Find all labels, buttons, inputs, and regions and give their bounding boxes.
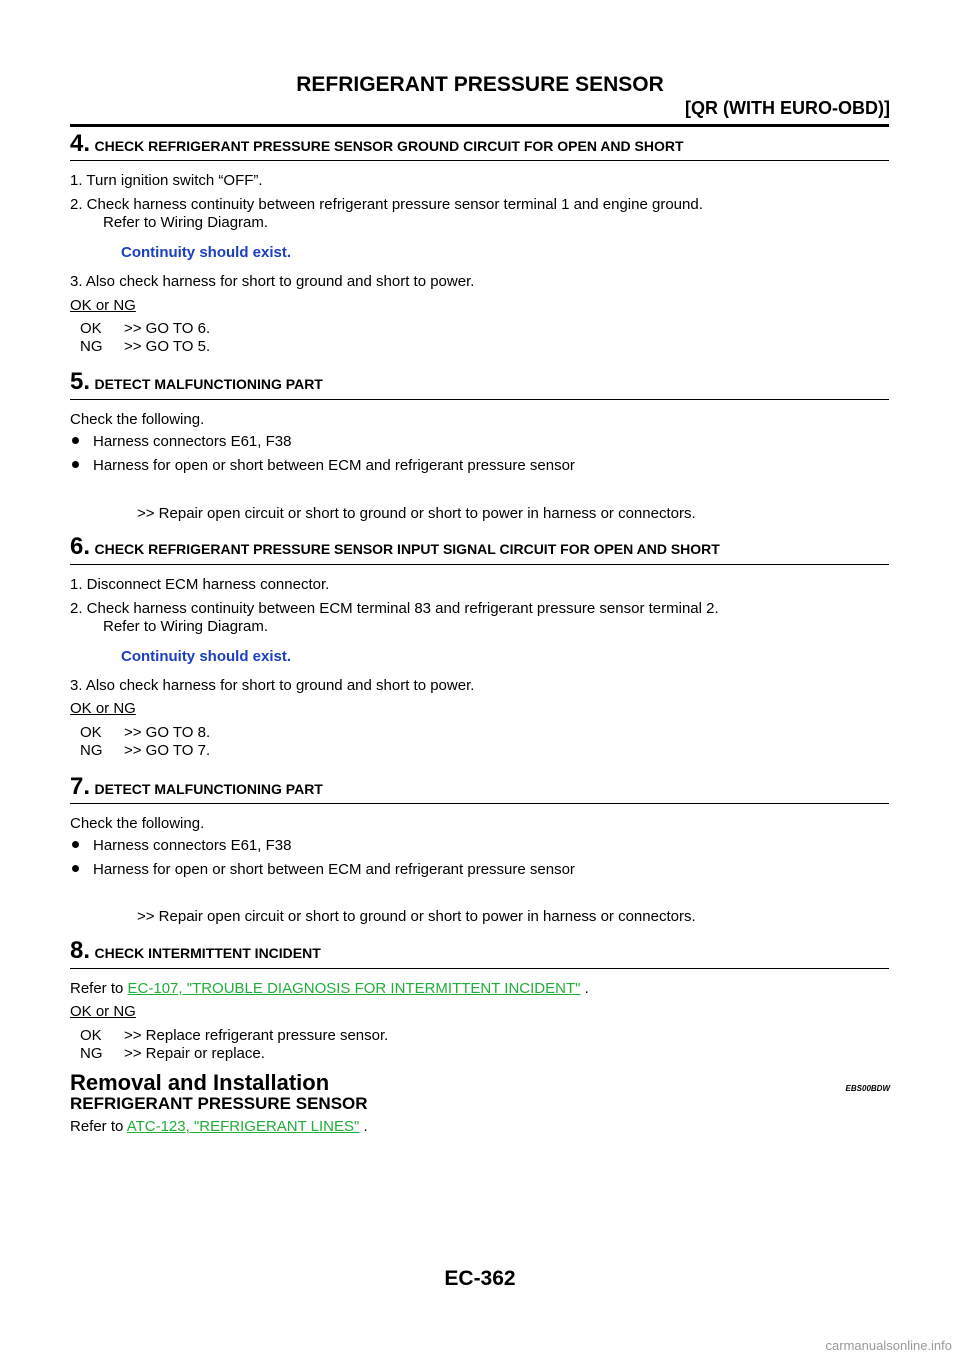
step-number: 4. [70, 130, 91, 157]
step-divider [70, 968, 889, 969]
step-title: CHECK REFRIGERANT PRESSURE SENSOR GROUND CIRCUIT FOR OPEN AND SHORT [94, 138, 684, 154]
step-divider [70, 399, 889, 400]
bullet-icon [72, 841, 79, 848]
result-ok: OK >> GO TO 8. [80, 724, 211, 741]
spec-text: Continuity should exist. [121, 244, 292, 261]
watermark: carmanualsonline.info [825, 1338, 952, 1353]
step-divider [70, 160, 889, 161]
header-divider [70, 124, 889, 127]
action-text: >> Repair open circuit or short to ground or short to power in harness or connectors. [137, 908, 696, 925]
step-number: 8. [70, 937, 91, 964]
page-subtitle: [QR (WITH EURO-OBD)] [685, 98, 890, 118]
spec-text: Continuity should exist. [121, 648, 292, 665]
step-title: DETECT MALFUNCTIONING PART [94, 376, 323, 392]
instruction-line: 3. Also check harness for short to ground and short to power. [70, 677, 475, 694]
step-divider [70, 564, 889, 565]
section-title: Removal and Installation [70, 1070, 330, 1095]
section-code: EBS00BDW [845, 1084, 890, 1093]
bullet-item: Harness connectors E61, F38 [72, 837, 291, 855]
page-number: EC-362 [444, 1267, 516, 1290]
result-ok: OK >> Replace refrigerant pressure sensor. [80, 1027, 389, 1044]
step-6-heading [70, 533, 720, 561]
refer-line: Refer to ATC-123, "REFRIGERANT LINES" . [70, 1118, 368, 1135]
step-5-heading [70, 368, 323, 396]
instruction-line: 1. Disconnect ECM harness connector. [70, 576, 330, 593]
bullet-item: Harness for open or short between ECM and refrigerant pressure sensor [72, 457, 575, 475]
step-number: 5. [70, 368, 91, 395]
instruction-line: Check the following. [70, 815, 205, 832]
step-number: 7. [70, 773, 91, 800]
step-4-heading [70, 130, 684, 158]
result-ng: NG >> Repair or replace. [80, 1045, 265, 1062]
instruction-line: Refer to Wiring Diagram. [103, 618, 269, 635]
instruction-line: 2. Check harness continuity between ECM terminal 83 and refrigerant pressure sensor terminal 2. [70, 600, 719, 617]
step-number: 6. [70, 533, 91, 560]
action-text: >> Repair open circuit or short to ground or short to power in harness or connectors. [137, 505, 696, 522]
bullet-icon [72, 865, 79, 872]
bullet-icon [72, 437, 79, 444]
instruction-line: Check the following. [70, 411, 205, 428]
section-subtitle: REFRIGERANT PRESSURE SENSOR [70, 1094, 368, 1113]
instruction-line: 2. Check harness continuity between refrigerant pressure sensor terminal 1 and engine ground. [70, 196, 703, 213]
reference-link[interactable]: ATC-123, "REFRIGERANT LINES" [126, 1118, 360, 1135]
bullet-icon [72, 461, 79, 468]
result-ng: NG >> GO TO 5. [80, 338, 211, 355]
page-title: REFRIGERANT PRESSURE SENSOR [296, 73, 664, 96]
step-8-heading [70, 937, 321, 965]
step-title: CHECK REFRIGERANT PRESSURE SENSOR INPUT SIGNAL CIRCUIT FOR OPEN AND SHORT [94, 541, 720, 557]
step-7-heading [70, 773, 323, 801]
bullet-item: Harness for open or short between ECM and refrigerant pressure sensor [72, 861, 575, 879]
step-title: DETECT MALFUNCTIONING PART [94, 781, 323, 797]
result-ok: OK >> GO TO 6. [80, 320, 211, 337]
instruction-line: Refer to Wiring Diagram. [103, 214, 269, 231]
result-ng: NG >> GO TO 7. [80, 742, 211, 759]
refer-line: Refer to EC-107, "TROUBLE DIAGNOSIS FOR INTERMITTENT INCIDENT" . [70, 980, 589, 997]
ok-or-ng-label: OK or NG [70, 700, 136, 717]
step-title: CHECK INTERMITTENT INCIDENT [94, 945, 321, 961]
instruction-line: 1. Turn ignition switch “OFF”. [70, 172, 263, 189]
reference-link[interactable]: EC-107, "TROUBLE DIAGNOSIS FOR INTERMITTENT INCIDENT" [127, 980, 581, 997]
ok-or-ng-label: OK or NG [70, 297, 136, 314]
bullet-item: Harness connectors E61, F38 [72, 433, 291, 451]
instruction-line: 3. Also check harness for short to ground and short to power. [70, 273, 475, 290]
step-divider [70, 803, 889, 804]
ok-or-ng-label: OK or NG [70, 1003, 136, 1020]
